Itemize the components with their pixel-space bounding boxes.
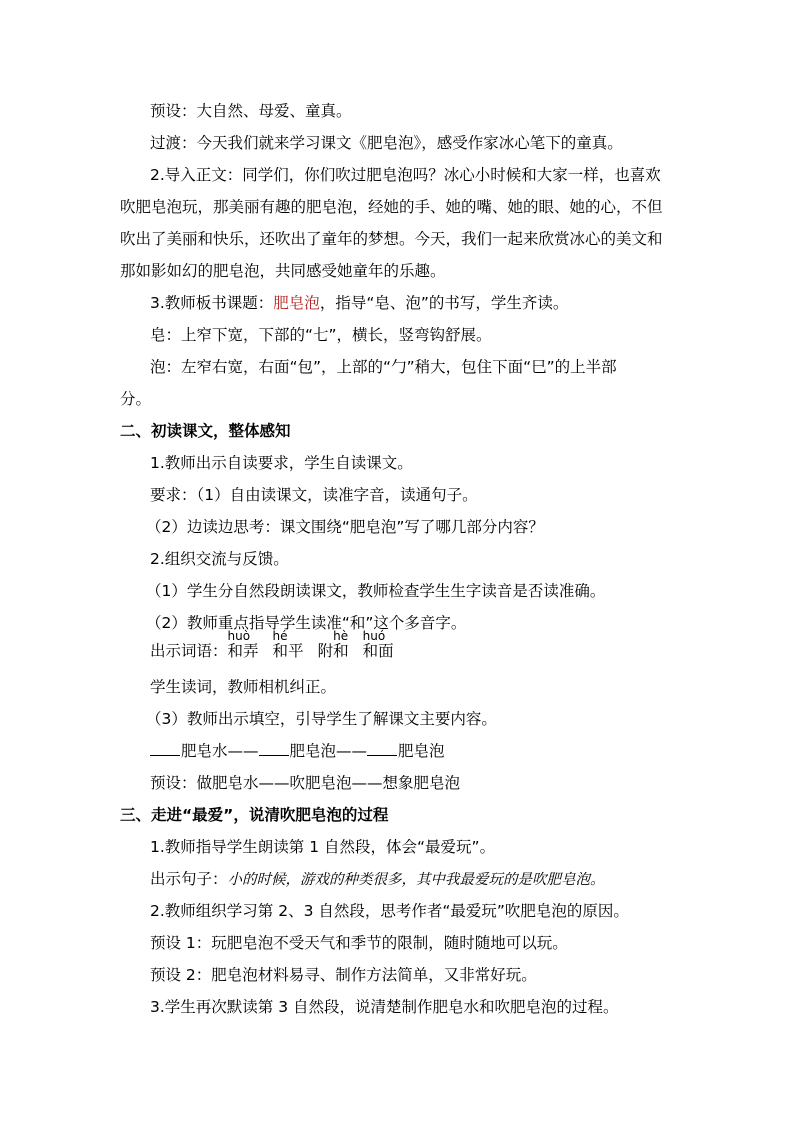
pinyin-he: hé (272, 629, 288, 643)
board-title-prefix: 3.教师板书课题： (150, 294, 274, 312)
intro-line-1: 2.导入正文：同学们，你们吹过肥皂泡吗？冰心小时候和大家一样，也喜欢 (150, 166, 661, 184)
board-title-suffix: ，指导“皂、泡”的书写，学生齐读。 (319, 294, 569, 312)
word-list-label: 出示词语： (150, 642, 228, 660)
intro-line-3: 吹出了美丽和快乐，还吹出了童年的梦想。今天，我们一起来欣赏冰心的美文和 (120, 230, 663, 248)
transition-line: 过渡：今天我们就来学习课文《肥皂泡》，感受作家冰心笔下的童真。 (150, 134, 623, 152)
guide-read-para-1: 1.教师指导学生朗读第 1 自然段，体会“最爱玩”。 (150, 838, 496, 856)
word-fuhe: hè 和 (333, 641, 349, 661)
section-heading-3: 三、走进“最爱”，说清吹肥皂泡的过程 (120, 806, 389, 824)
section-heading-2: 二、初读课文，整体感知 (120, 422, 291, 440)
feedback-3: （3）教师出示填空，引导学生了解课文主要内容。 (146, 710, 497, 728)
exchange-feedback: 2.组织交流与反馈。 (150, 550, 289, 568)
fill-blank-line: 肥皂水—— 肥皂泡—— 肥皂泡 (150, 741, 445, 761)
preset-1: 预设 1：玩肥皂泡不受天气和季节的限制，随时随地可以玩。 (150, 934, 568, 952)
sentence-line (150, 869, 605, 890)
student-read-words: 学生读词，教师相机纠正。 (150, 678, 337, 696)
requirement-2: （2）边读边思考：课文围绕“肥皂泡”写了哪几部分内容？ (146, 518, 544, 536)
reread-para-3: 3.学生再次默读第 3 自然段，说清楚制作肥皂水和吹肥皂泡的过程。 (150, 998, 619, 1016)
feedback-1: （1）学生分自然段朗读课文，教师检查学生生字读音是否读准确。 (146, 582, 606, 600)
char-pao-guide: 泡：左窄右宽，右面“包”，上部的“勹”稍大，包住下面“巳”的上半部 (150, 358, 617, 376)
intro-line-4: 那如影如幻的肥皂泡，共同感受她童年的乐趣。 (120, 262, 446, 280)
preset-answer: 预设：做肥皂水——吹肥皂泡——想象肥皂泡 (150, 774, 461, 792)
char-pao-guide-end: 分。 (120, 390, 152, 408)
read-requirement: 1.教师出示自读要求，学生自读课文。 (150, 454, 413, 472)
pinyin-he-4: hè (333, 629, 349, 643)
char-zao-guide: 皂：上窄下宽，下部的“七”，横长，竖弯钩舒展。 (150, 326, 492, 344)
preset-2: 预设 2：肥皂泡材料易寻、制作方法简单，又非常好玩。 (150, 966, 537, 984)
preset-nature: 预设：大自然、母爱、童真。 (150, 102, 352, 120)
intro-line-2: 吹肥皂泡玩，那美丽有趣的肥皂泡，经她的手、她的嘴、她的眼、她的心，不但 (120, 198, 663, 216)
pinyin-huo: huò (227, 629, 251, 643)
board-title-red: 肥皂泡 (273, 294, 320, 312)
word-huonong: huò 和 (228, 641, 244, 661)
word-list-line: 出示词语： huò 和弄 hé 和平 附 hè 和 huó 和面 (150, 641, 394, 661)
blank-1[interactable] (150, 741, 180, 756)
board-title-line (150, 293, 568, 313)
requirement-1: 要求：（1）自由读课文，读准字音，读通句子。 (150, 486, 478, 504)
word-huomian: huó 和 (363, 641, 379, 661)
blank-2[interactable] (259, 741, 289, 756)
blank-3[interactable] (367, 741, 397, 756)
word-heping: hé 和 (273, 641, 289, 661)
sentence-quote: 小的时候，游戏的种类很多，其中我最爱玩的是吹肥皂泡。 (227, 872, 605, 888)
feedback-2: （2）教师重点指导学生读准“和”这个多音字。 (146, 614, 467, 632)
pinyin-huo-2: huó (362, 629, 386, 643)
sentence-label: 出示句子： (150, 870, 228, 888)
study-para-2-3: 2.教师组织学习第 2、3 自然段，思考作者“最爱玩”吹肥皂泡的原因。 (150, 902, 629, 920)
